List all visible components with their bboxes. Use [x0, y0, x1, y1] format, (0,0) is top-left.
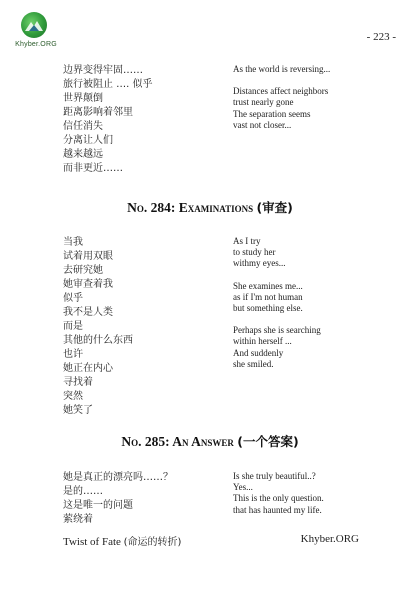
- khyber-logo: [14, 12, 58, 52]
- english-line: trust nearly gone: [233, 97, 294, 108]
- english-line: Is she truly beautiful..?: [233, 471, 316, 481]
- poem-chinese-column: [63, 471, 203, 527]
- chinese-line: 萦绕着: [63, 514, 93, 525]
- chinese-line: 而是: [63, 321, 83, 332]
- poem-continued: [63, 64, 383, 176]
- poem-english-column: [233, 471, 383, 527]
- chinese-line: 世界颠倒: [63, 93, 103, 104]
- english-line: vast not closer...: [233, 119, 292, 130]
- page-number: - 223 -: [366, 31, 396, 43]
- chinese-line: 她正在内心: [63, 363, 113, 374]
- english-line: she smiled.: [233, 358, 274, 369]
- chinese-line: 试着用双眼: [63, 251, 113, 262]
- chinese-line: 而非更近……: [63, 163, 123, 174]
- english-line: within herself ...: [233, 336, 292, 347]
- footer-book-title: [63, 533, 181, 548]
- heading-title: Examinations: [178, 200, 254, 215]
- chinese-line: 当我: [63, 237, 83, 248]
- stanza: [233, 86, 383, 131]
- chinese-line: 越来越远: [63, 149, 103, 160]
- chinese-line: 突然: [63, 391, 83, 402]
- poem-english-column: [233, 236, 383, 418]
- english-line: As the world is reversing...: [233, 64, 331, 74]
- heading-number: No. 284:: [127, 200, 179, 215]
- english-line: withmy eyes...: [233, 258, 286, 269]
- poem-chinese-column: [63, 236, 203, 418]
- poem-english-column: [233, 64, 383, 176]
- chinese-line: 边界变得牢固……: [63, 65, 143, 76]
- chinese-line: 寻找着: [63, 377, 93, 388]
- chinese-line: 是的……: [63, 486, 103, 497]
- poem-heading-285: [0, 432, 420, 450]
- stanza: [233, 471, 383, 516]
- heading-title: An Answer: [172, 434, 234, 449]
- footer-site: Khyber.ORG: [300, 533, 359, 545]
- chinese-line: 这是唯一的问题: [63, 500, 133, 511]
- chinese-line: 她审查着我: [63, 279, 113, 290]
- heading-title-chinese: (审查): [256, 200, 293, 215]
- chinese-line: 分离让人们: [63, 135, 113, 146]
- chinese-line: 她笑了: [63, 405, 93, 416]
- english-line: Perhaps she is searching: [233, 325, 321, 336]
- english-line: Yes...: [233, 482, 253, 493]
- heading-title-chinese: (一个答案): [237, 434, 299, 449]
- poem-284: [63, 236, 383, 418]
- chinese-line: 其他的什么东西: [63, 335, 133, 346]
- poem-heading-284: [0, 198, 420, 216]
- logo-mountain-icon: [25, 19, 43, 31]
- english-line: as if I'm not human: [233, 291, 303, 302]
- stanza: [233, 325, 383, 370]
- heading-number: No. 285:: [121, 434, 173, 449]
- chinese-line: 去研究她: [63, 265, 103, 276]
- logo-text: Khyber.ORG: [15, 41, 57, 48]
- stanza: [233, 236, 383, 270]
- english-line: She examines me...: [233, 280, 303, 291]
- chinese-line: 我不是人类: [63, 307, 113, 318]
- chinese-line: 也许: [63, 349, 83, 360]
- english-line: to study her: [233, 247, 276, 258]
- english-line: but something else.: [233, 303, 303, 314]
- chinese-line: 旅行被阻止 …. 似乎: [63, 79, 153, 90]
- poem-285: [63, 471, 383, 527]
- stanza: [233, 281, 383, 315]
- english-line: As I try: [233, 236, 261, 246]
- poem-chinese-column: [63, 64, 203, 176]
- chinese-line: 她是真正的漂亮吗……？: [63, 472, 173, 483]
- english-line: And suddenly: [233, 347, 284, 358]
- book-title: Twist of Fate: [63, 536, 121, 548]
- english-line: This is the only question.: [233, 493, 324, 504]
- chinese-line: 信任消失: [63, 121, 103, 132]
- english-line: The separation seems: [233, 108, 311, 119]
- chinese-line: 似乎: [63, 293, 83, 304]
- chinese-line: 距离影响着邻里: [63, 107, 133, 118]
- english-line: that has haunted my life.: [233, 504, 322, 515]
- stanza: [233, 64, 383, 75]
- english-line: Distances affect neighbors: [233, 86, 329, 97]
- book-title-chinese: (命运的转折): [123, 537, 182, 548]
